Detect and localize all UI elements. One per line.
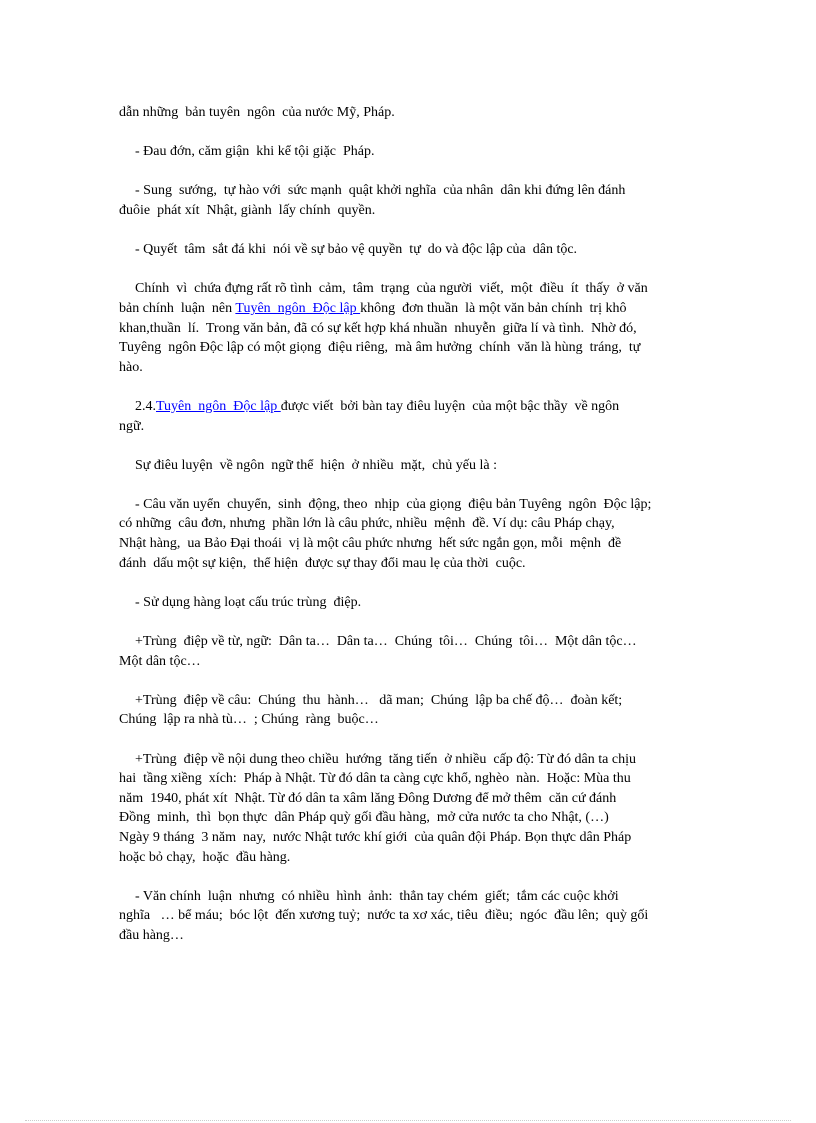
text-segment: - Văn chính luận nhưng có nhiều hình ảnh: thẳn tay chém giết; tắm các cuộc khởi (135, 888, 619, 904)
text-line (119, 319, 691, 339)
paragraph (119, 456, 691, 476)
text-segment: Chúng lập ra nhà tù… ; Chúng ràng buộc… (119, 712, 379, 728)
text-line (119, 887, 691, 907)
text-line (119, 906, 691, 926)
paragraph (119, 397, 691, 436)
paragraph (119, 887, 691, 946)
text-segment: Chính vì chứa đựng rất rõ tình cảm, tâm trạng của người viết, một điều ít thấy ở văn (135, 281, 648, 297)
text-segment: có những câu đơn, nhưng phần lớn là câu phức, nhiều mệnh đề. Ví dụ: câu Pháp chạy, (119, 516, 615, 532)
text-line (119, 279, 691, 299)
text-segment: đầu hàng… (119, 927, 184, 943)
text-segment: +Trùng điệp về nội dung theo chiều hướng tăng tiến ở nhiều cấp độ: Từ đó dân ta chịu (135, 751, 636, 767)
paragraph (119, 495, 691, 573)
tuyen-ngon-doc-lap-link[interactable]: Tuyên ngôn Độc lập (235, 300, 361, 316)
text-segment: Tuyêng ngôn Độc lập có một giọng điệu riêng, mà âm hưởng chính văn là hùng tráng, tự (119, 340, 641, 356)
page-bottom-border (25, 1120, 791, 1121)
text-segment: hào. (119, 359, 143, 375)
text-segment: được viết bởi bàn tay điêu luyện của một bậc thầy về ngôn (280, 398, 620, 414)
paragraph (119, 142, 691, 162)
text-segment: đánh dấu một sự kiện, thể hiện được sự thay đổi mau lẹ của thời cuộc. (119, 555, 526, 571)
text-line (119, 514, 691, 534)
document-body (119, 103, 691, 965)
paragraph (119, 632, 691, 671)
paragraph (119, 240, 691, 260)
text-line (119, 789, 691, 809)
paragraph (119, 750, 691, 868)
text-segment: Đồng minh, thì bọn thực dân Pháp quỳ gối đầu hàng, mở cửa nước ta cho Nhật, (…) (119, 810, 609, 826)
text-line (119, 632, 691, 652)
text-segment: hoặc bỏ chạy, hoặc đầu hàng. (119, 849, 291, 865)
text-segment: khan,thuần lí. Trong văn bản, đã có sự kết hợp khá nhuần nhuyễn giữa lí và tình. Nhờ đó, (119, 320, 637, 336)
text-segment: bản chính luận nên (119, 300, 236, 316)
paragraph (119, 593, 691, 613)
text-line (119, 338, 691, 358)
text-segment: năm 1940, phát xít Nhật. Từ đó dân ta xâm lăng Đông Dương để mở thêm căn cứ đánh (119, 790, 617, 806)
text-segment: ngữ. (119, 418, 145, 434)
text-segment: đuôie phát xít Nhật, giành lấy chính quyền. (119, 202, 376, 218)
text-line (119, 534, 691, 554)
text-segment: 2.4. (135, 398, 156, 414)
paragraph (119, 279, 691, 377)
text-line (119, 142, 691, 162)
text-line (119, 691, 691, 711)
text-segment: Một dân tộc… (119, 653, 201, 669)
text-segment: +Trùng điệp về từ, ngữ: Dân ta… Dân ta… Chúng tôi… Chúng tôi… Một dân tộc… (135, 634, 637, 650)
text-line (119, 710, 691, 730)
text-segment: - Sung sướng, tự hào với sức mạnh quật khởi nghĩa của nhân dân khi đứng lên đánh (135, 183, 626, 199)
text-segment: - Đau đớn, căm giận khi kể tội giặc Pháp. (135, 144, 375, 160)
text-line (119, 554, 691, 574)
text-line (119, 201, 691, 221)
text-segment: - Sử dụng hàng loạt cấu trúc trùng điệp. (135, 594, 362, 610)
text-segment: - Câu văn uyển chuyển, sinh động, theo nhịp của giọng điệu bản Tuyêng ngôn Độc lập; (135, 496, 652, 512)
text-segment: Ngày 9 tháng 3 năm nay, nước Nhật tước khí giới của quân đội Pháp. Bọn thực dân Pháp (119, 829, 632, 845)
text-line (119, 181, 691, 201)
text-line (119, 495, 691, 515)
paragraph (119, 103, 691, 123)
paragraph (119, 691, 691, 730)
text-line (119, 652, 691, 672)
text-line (119, 593, 691, 613)
text-segment: - Quyết tâm sắt đá khi nói về sự bảo vệ quyền tự do và độc lập của dân tộc. (135, 242, 578, 258)
text-line (119, 750, 691, 770)
text-line (119, 769, 691, 789)
text-segment: Sự điêu luyện về ngôn ngữ thể hiện ở nhiều mặt, chủ yếu là : (135, 457, 498, 473)
text-line (119, 103, 691, 123)
text-line (119, 358, 691, 378)
text-line (119, 828, 691, 848)
text-line (119, 397, 691, 417)
text-segment: hai tầng xiềng xích: Pháp à Nhật. Từ đó dân ta càng cực khổ, nghèo nàn. Hoặc: Mùa thu (119, 771, 631, 787)
text-line (119, 456, 691, 476)
text-segment: dẫn những bản tuyên ngôn của nước Mỹ, Pháp. (119, 105, 395, 120)
text-segment: nghĩa … bể máu; bóc lột đến xương tuỷ; nước ta xơ xác, tiêu điều; ngóc đầu lên; quỳ gối (119, 908, 649, 924)
text-line (119, 299, 691, 319)
text-line (119, 926, 691, 946)
text-segment: không đơn thuần là một văn bản chính trị khô (360, 300, 627, 316)
text-line (119, 240, 691, 260)
text-segment: Nhật hàng, ua Bảo Đại thoái vị là một câu phức nhưng hết sức ngắn gọn, mỗi mệnh đề (119, 536, 622, 552)
tuyen-ngon-doc-lap-link[interactable]: Tuyên ngôn Độc lập (156, 398, 281, 414)
paragraph (119, 181, 691, 220)
text-line (119, 848, 691, 868)
text-segment: +Trùng điệp về câu: Chúng thu hành… dã man; Chúng lập ba chế độ… đoàn kết; (135, 692, 623, 708)
text-line (119, 808, 691, 828)
text-line (119, 417, 691, 437)
